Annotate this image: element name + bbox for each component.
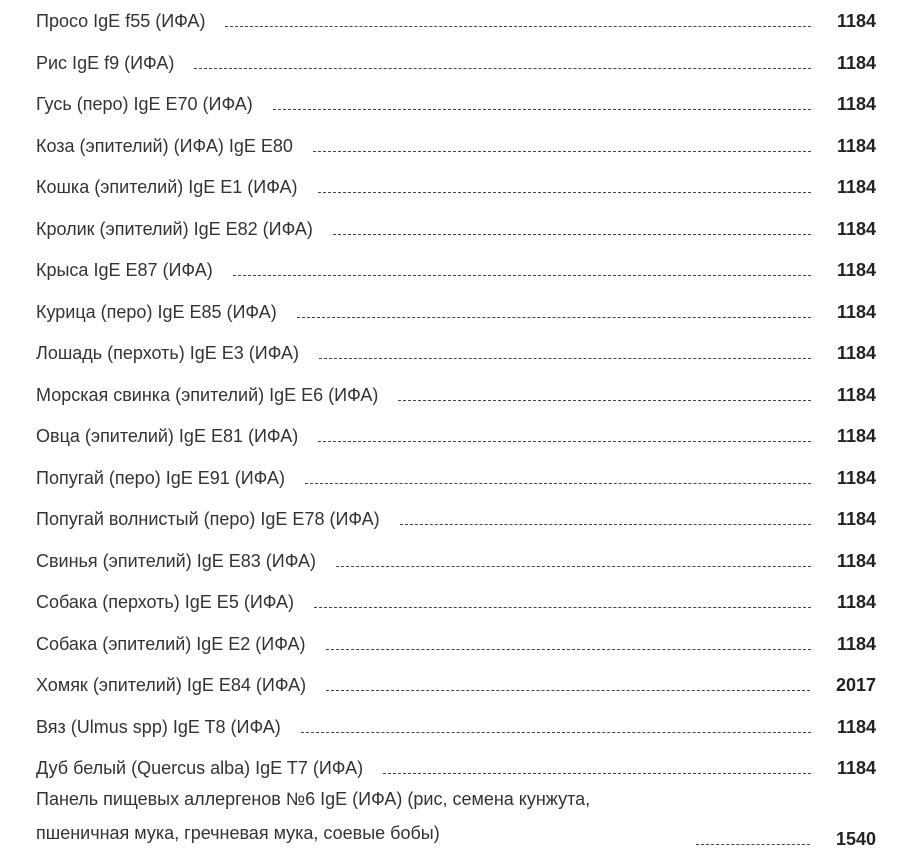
list-item xyxy=(36,419,876,447)
item-price: 1184 xyxy=(836,551,876,571)
item-name: Кошка (эпителий) IgE E1 (ИФА) xyxy=(36,177,298,197)
dotted-leader xyxy=(301,731,811,733)
item-name: Дуб белый (Quercus alba) IgE T7 (ИФА) xyxy=(36,758,364,778)
item-name: Кролик (эпителий) IgE E82 (ИФА) xyxy=(36,219,313,239)
item-price: 1184 xyxy=(836,343,876,363)
list-item xyxy=(36,502,876,530)
dotted-leader xyxy=(319,357,811,359)
item-name: Собака (перхоть) IgE E5 (ИФА) xyxy=(36,592,295,612)
item-price: 1184 xyxy=(836,468,876,488)
dotted-leader xyxy=(333,233,811,235)
item-price: 1184 xyxy=(836,426,876,446)
item-name: Овца (эпителий) IgE E81 (ИФА) xyxy=(36,426,299,446)
list-item xyxy=(36,295,876,323)
dotted-leader xyxy=(225,25,811,27)
dotted-leader xyxy=(318,440,811,442)
list-item xyxy=(36,789,876,850)
item-price: 1184 xyxy=(836,634,876,654)
item-name: Просо IgE f55 (ИФА) xyxy=(36,11,206,31)
item-price: 1184 xyxy=(836,592,876,612)
list-item xyxy=(36,461,876,489)
dotted-leader xyxy=(398,399,811,401)
dotted-leader xyxy=(305,482,811,484)
item-name: Коза (эпителий) (ИФА) IgE E80 xyxy=(36,136,293,156)
list-item xyxy=(36,710,876,738)
item-price: 1184 xyxy=(836,94,876,114)
dotted-leader xyxy=(383,772,811,774)
list-item xyxy=(36,212,876,240)
item-price: 1184 xyxy=(836,177,876,197)
dotted-leader xyxy=(233,274,811,276)
item-name: Морская свинка (эпителий) IgE E6 (ИФА) xyxy=(36,385,379,405)
item-name: Рис IgE f9 (ИФА) xyxy=(36,53,175,73)
item-name: Курица (перо) IgE E85 (ИФА) xyxy=(36,302,277,322)
dotted-leader xyxy=(313,150,811,152)
item-price: 2017 xyxy=(835,675,876,695)
dotted-leader xyxy=(297,316,811,318)
item-name: Лошадь (перхоть) IgE E3 (ИФА) xyxy=(36,343,300,363)
item-name: Собака (эпителий) IgE E2 (ИФА) xyxy=(36,634,306,654)
dotted-leader xyxy=(273,108,811,110)
item-name: Панель пищевых аллергенов №6 IgE (ИФА) (рис, семена кунжута, пшеничная мука, гречневая мука, соевые бобы) xyxy=(36,789,591,843)
item-price: 1184 xyxy=(836,385,876,405)
item-price: 1184 xyxy=(836,509,876,529)
item-name: Вяз (Ulmus spp) IgE T8 (ИФА) xyxy=(36,717,281,737)
list-item xyxy=(36,46,876,74)
dotted-leader xyxy=(400,523,811,525)
list-item xyxy=(36,336,876,364)
item-name: Попугай (перо) IgE E91 (ИФА) xyxy=(36,468,285,488)
dotted-leader xyxy=(336,565,811,567)
item-price: 1184 xyxy=(836,11,876,31)
dotted-leader xyxy=(314,606,811,608)
item-price: 1184 xyxy=(836,717,876,737)
list-item xyxy=(36,751,876,779)
dotted-leader xyxy=(194,67,811,69)
list-item xyxy=(36,170,876,198)
list-item xyxy=(36,544,876,572)
list-item xyxy=(36,87,876,115)
item-price: 1184 xyxy=(836,260,876,280)
list-item xyxy=(36,627,876,655)
item-price: 1184 xyxy=(836,53,876,73)
item-price: 1184 xyxy=(836,136,876,156)
list-item xyxy=(36,4,876,32)
item-name: Свинья (эпителий) IgE E83 (ИФА) xyxy=(36,551,316,571)
list-item xyxy=(36,253,876,281)
item-name: Крыса IgE E87 (ИФА) xyxy=(36,260,213,280)
list-item xyxy=(36,129,876,157)
item-name: Попугай волнистый (перо) IgE E78 (ИФА) xyxy=(36,509,380,529)
item-price: 1184 xyxy=(836,302,876,322)
dotted-leader xyxy=(318,191,811,193)
dotted-leader xyxy=(326,648,811,650)
list-item xyxy=(36,585,876,613)
list-item xyxy=(36,668,876,696)
item-price: 1540 xyxy=(835,829,876,849)
item-name: Гусь (перо) IgE E70 (ИФА) xyxy=(36,94,253,114)
item-price: 1184 xyxy=(836,758,876,778)
item-name: Хомяк (эпителий) IgE E84 (ИФА) xyxy=(36,675,307,695)
item-price: 1184 xyxy=(836,219,876,239)
list-item xyxy=(36,378,876,406)
dotted-leader xyxy=(696,843,810,845)
dotted-leader xyxy=(326,689,810,691)
